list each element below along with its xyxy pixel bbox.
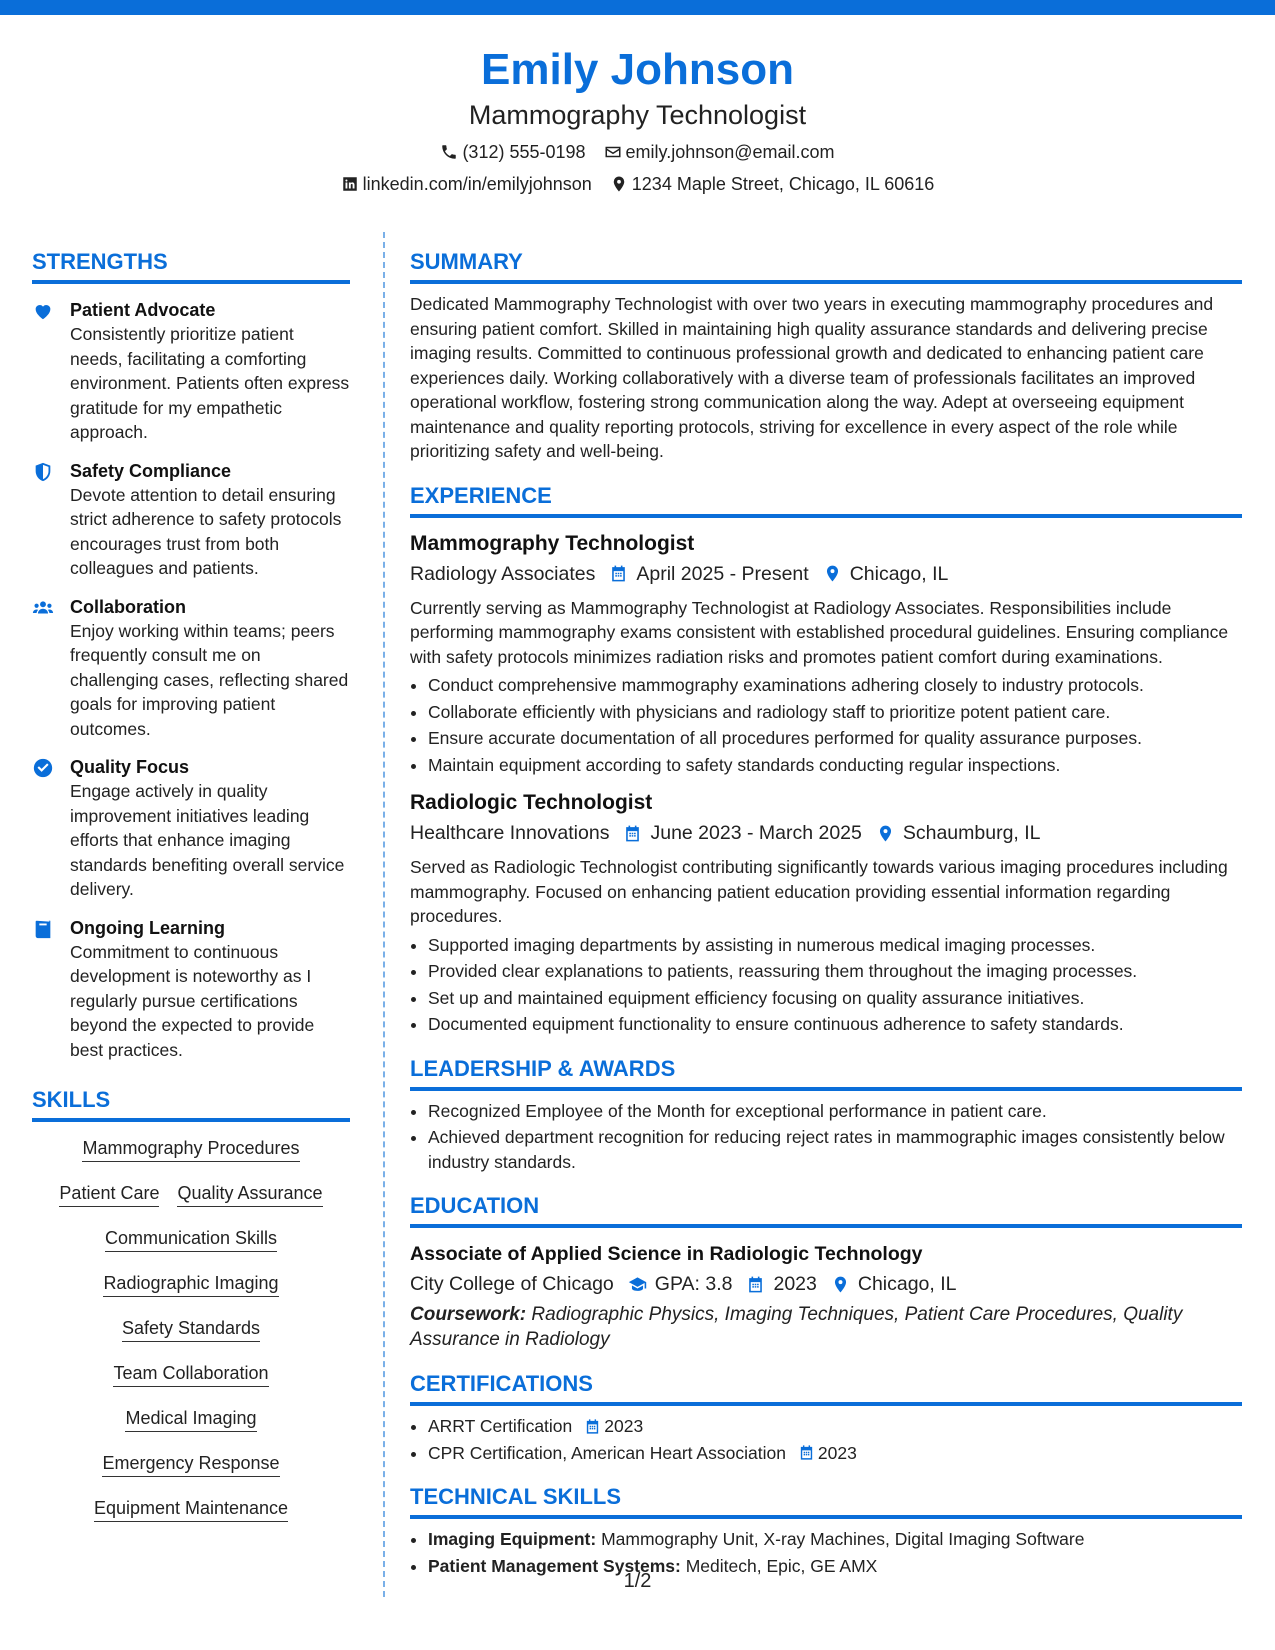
skill-tag: Quality Assurance	[177, 1181, 322, 1207]
technical-skills-heading: TECHNICAL SKILLS	[410, 1483, 1242, 1519]
tech-value: Mammography Unit, X-ray Machines, Digital Imaging Software	[601, 1529, 1085, 1549]
leadership-bullets	[410, 1099, 1242, 1175]
job-bullets	[410, 933, 1242, 1037]
list-item	[428, 1527, 1242, 1552]
list-item: • Achieved department recognition for reducing reject rates in mammographic images consistently below industry standards.	[428, 1125, 1242, 1174]
phone-text: (312) 555-0198	[462, 142, 586, 162]
list-item: • Conduct comprehensive mammography examinations adhering closely to industry protocols.	[428, 673, 1242, 698]
certifications-list	[410, 1414, 1242, 1465]
check-circle-icon	[32, 757, 54, 779]
tech-value: Meditech, Epic, GE AMX	[685, 1555, 878, 1576]
email-text[interactable]: emily.johnson@email.com	[625, 142, 835, 162]
resume-header	[0, 42, 1275, 196]
linkedin-icon	[341, 175, 359, 193]
job-location-text: Schaumburg, IL	[902, 822, 1041, 844]
strength-item	[32, 459, 350, 581]
list-item: • Provided clear explanations to patients, reassuring them throughout the imaging processes.	[428, 959, 1242, 984]
list-item: • Documented equipment functionality to ensure continuous adherence to safety standards.	[428, 1012, 1242, 1037]
job-company: Radiology Associates	[410, 562, 596, 585]
education-location	[831, 1270, 957, 1298]
column-divider	[383, 232, 385, 1597]
skill-tag: Equipment Maintenance	[94, 1496, 288, 1522]
skill-tag: Team Collaboration	[113, 1361, 268, 1387]
cert-year: 2023	[817, 1442, 857, 1463]
job-entry	[410, 530, 1242, 778]
gpa	[628, 1270, 733, 1298]
job-desc: Currently serving as Mammography Technologist at Radiology Associates. Responsibilities include performing mammography exams consistent with established procedural guidelines. Ensuring compliance with safety protocols minimizes radiation risks and promotes patient comfort during examinations.	[410, 597, 1229, 667]
cert-name: • ARRT Certification	[428, 1416, 573, 1436]
list-item: • Set up and maintained equipment efficiency focusing on quality assurance initiatives.	[428, 986, 1242, 1011]
left-column	[32, 248, 350, 1541]
calendar-icon	[609, 564, 628, 583]
coursework-label: Coursework:	[410, 1304, 527, 1325]
job-title: Radiologic Technologist	[410, 791, 653, 814]
skill-tag: Radiographic Imaging	[103, 1271, 278, 1297]
cert-name: • CPR Certification, American Heart Association	[428, 1442, 786, 1463]
education-year-text: 2023	[773, 1273, 817, 1295]
job-desc: Served as Radiologic Technologist contributing significantly towards various imaging procedures including mammography. Focused on enhancing patient education providing essential information regarding procedures.	[410, 857, 1228, 926]
list-item	[428, 1441, 1242, 1466]
skill-tag: Communication Skills	[105, 1226, 277, 1252]
location-pin-icon	[831, 1275, 850, 1294]
heart-icon	[32, 300, 54, 322]
certifications-heading: CERTIFICATIONS	[410, 1370, 1242, 1406]
job-location-text: Chicago, IL	[849, 562, 949, 585]
skill-tag: Medical Imaging	[125, 1406, 256, 1432]
skill-tag: Safety Standards	[122, 1316, 260, 1342]
strength-item	[32, 916, 350, 1063]
phone-icon	[440, 143, 458, 161]
calendar-icon	[584, 1418, 601, 1435]
strength-item	[32, 755, 350, 902]
job-dates	[623, 819, 861, 847]
job-meta	[410, 560, 1242, 588]
strength-item	[32, 595, 350, 742]
envelope-icon	[604, 143, 622, 161]
job-dates-text: June 2023 - March 2025	[650, 822, 862, 844]
strength-desc: Devote attention to detail ensuring strict adherence to safety protocols encourages trust from both colleagues and patients.	[70, 484, 342, 578]
location-pin-icon	[876, 824, 895, 843]
location-pin-icon	[610, 175, 628, 193]
coursework-text: Radiographic Physics, Imaging Techniques, Patient Care Procedures, Quality Assurance in Radiology	[410, 1304, 1183, 1350]
list-item: • Ensure accurate documentation of all procedures performed for quality assurance purposes.	[428, 726, 1242, 751]
job-location	[876, 819, 1041, 847]
job-dates-text: April 2025 - Present	[636, 562, 809, 585]
candidate-name: Emily Johnson	[481, 45, 794, 94]
summary-heading: SUMMARY	[410, 248, 1242, 284]
leadership-heading: LEADERSHIP & AWARDS	[410, 1055, 1242, 1091]
contact-row-1	[0, 140, 1275, 164]
list-item	[428, 1414, 1242, 1439]
candidate-title: Mammography Technologist	[468, 100, 807, 130]
tech-label: Patient Management Systems:	[428, 1555, 681, 1576]
school-name: City College of Chicago	[410, 1273, 614, 1295]
skill-tag: Patient Care	[59, 1181, 159, 1207]
list-item: • Supported imaging departments by assisting in numerous medical imaging processes.	[428, 933, 1242, 958]
list-item: • Maintain equipment according to safety standards conducting regular inspections.	[428, 753, 1242, 778]
strength-desc: Consistently prioritize patient needs, facilitating a comforting environment. Patients often express gratitude for my empathetic approach.	[70, 324, 350, 442]
address-contact	[610, 172, 935, 196]
job-company: Healthcare Innovations	[410, 822, 610, 844]
experience-heading: EXPERIENCE	[410, 482, 1242, 518]
skill-tag: Mammography Procedures	[82, 1136, 299, 1162]
job-location	[823, 560, 949, 588]
skill-tag: Emergency Response	[102, 1451, 279, 1477]
calendar-icon	[746, 1275, 765, 1294]
top-accent-bar	[0, 0, 1275, 15]
skills-list	[32, 1136, 350, 1541]
skills-heading: SKILLS	[32, 1086, 350, 1122]
linkedin-contact[interactable]	[341, 172, 592, 196]
location-pin-icon	[823, 564, 842, 583]
summary-text: Dedicated Mammography Technologist with over two years in executing mammography procedures and ensuring patient comfort. Skilled in maintaining high quality assurance standards and delivering precise imaging results. Committed to continuous professional growth and dedicated to enhancing patient care experiences daily. Working collaboratively with a diverse team of professionals facilitates an improved operational workflow, fostering strong communication along the way. Adept at overseeing equipment maintenance and quality reporting protocols, striving for excellence in every aspect of the role while prioritizing safety and well-being.	[410, 294, 1214, 461]
email-contact[interactable]	[604, 140, 835, 164]
job-meta	[410, 819, 1242, 847]
users-icon	[32, 597, 54, 619]
job-title: Mammography Technologist	[410, 531, 695, 555]
strength-title: Quality Focus	[70, 757, 190, 777]
strength-desc: Engage actively in quality improvement initiatives leading efforts that enhance imaging standards benefiting overall service delivery.	[70, 781, 345, 899]
strength-desc: Commitment to continuous development is noteworthy as I regularly pursue certifications beyond the expected to provide best practices.	[70, 941, 315, 1060]
strength-item	[32, 298, 350, 445]
right-column	[410, 248, 1242, 1580]
strength-title: Collaboration	[70, 596, 186, 617]
strength-title: Patient Advocate	[70, 300, 216, 320]
gpa-text: GPA: 3.8	[654, 1273, 733, 1295]
job-bullets	[410, 673, 1242, 777]
contact-row-2	[0, 172, 1275, 196]
job-dates	[609, 560, 808, 588]
list-item: • Recognized Employee of the Month for exceptional performance in patient care.	[428, 1099, 1242, 1124]
book-icon	[32, 918, 54, 940]
education-year	[746, 1270, 816, 1298]
linkedin-text[interactable]: linkedin.com/in/emilyjohnson	[362, 174, 592, 194]
strengths-heading: STRENGTHS	[32, 248, 350, 284]
strength-title: Safety Compliance	[70, 460, 232, 481]
tech-label: Imaging Equipment:	[428, 1529, 597, 1549]
list-item: • Collaborate efficiently with physicians and radiology staff to prioritize potent patient care.	[428, 700, 1242, 725]
coursework	[410, 1302, 1242, 1352]
strength-desc: Enjoy working within teams; peers frequently consult me on challenging cases, reflecting shared goals for improving patient outcomes.	[70, 620, 349, 739]
strength-title: Ongoing Learning	[70, 917, 225, 938]
shield-icon	[32, 461, 54, 483]
calendar-icon	[623, 824, 642, 843]
education-meta	[410, 1270, 1242, 1298]
education-location-text: Chicago, IL	[857, 1273, 957, 1295]
phone-contact	[440, 140, 585, 164]
cert-year: 2023	[604, 1416, 644, 1436]
graduation-cap-icon	[628, 1275, 647, 1294]
page-number: 1/2	[623, 1570, 652, 1592]
job-entry	[410, 789, 1242, 1037]
address-text: 1234 Maple Street, Chicago, IL 60616	[631, 174, 935, 194]
degree-title: Associate of Applied Science in Radiologic Technology	[410, 1243, 923, 1265]
calendar-icon	[798, 1444, 815, 1461]
education-heading: EDUCATION	[410, 1192, 1242, 1228]
